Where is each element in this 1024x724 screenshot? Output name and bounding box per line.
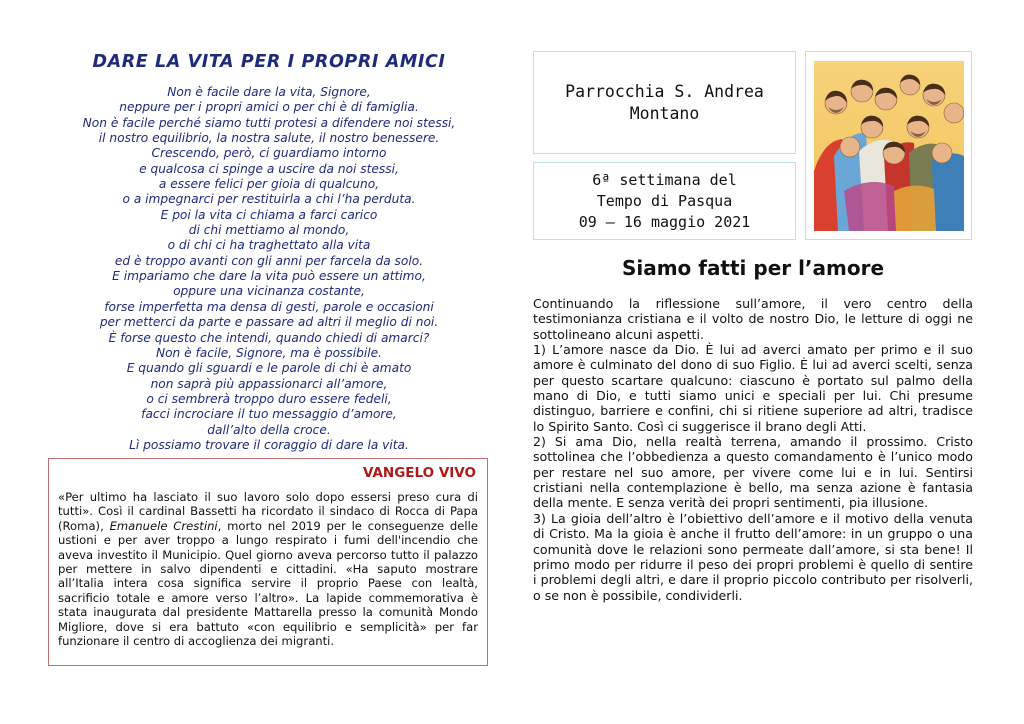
poem-line: e qualcosa ci spinge a uscire da noi stessi, [139, 161, 399, 176]
article-paragraph: Continuando la riflessione sull’amore, il vero centro della testimonianza cristiana e il volto de nostro Dio, le letture di oggi ne sottolineano alcuni aspetti. [533, 296, 973, 342]
vangelo-text [58, 490, 478, 648]
poem-line: il nostro equilibrio, la nostra salute, il nostro benessere. [98, 131, 440, 146]
poem-line: oppure una vicinanza costante, [173, 284, 365, 299]
week-dates: 09 – 16 maggio 2021 [578, 212, 751, 231]
poem-line: Lì possiamo trovare il coraggio di dare la vita. [129, 437, 409, 452]
poem-title: DARE LA VITA PER I PROPRI AMICI [92, 52, 446, 72]
parish-name-line1: Parrocchia S. Andrea [565, 81, 764, 101]
article-body [533, 296, 973, 603]
poem-line: non saprà più appassionarci all’amore, [150, 376, 388, 391]
poem-line: ed è troppo avanti con gli anni per farcela da solo. [114, 253, 424, 268]
left-column [40, 52, 498, 453]
poem-line: E quando gli sguardi e le parole di chi è amato [126, 361, 412, 376]
parish-name-line2: Montano [629, 103, 700, 123]
poem-line: facci incrociare il tuo messaggio d’amore, [141, 407, 397, 422]
poem-line: di chi mettiamo al mondo, [188, 223, 350, 238]
poem-line: neppure per i propri amici o per chi è di famiglia. [119, 100, 419, 115]
poem-line: o ci sembrerà troppo duro essere fedeli, [146, 391, 392, 406]
article-paragraph: 2) Si ama Dio, nella realtà terrena, amando il prossimo. Cristo sottolinea che l’obbedienza a questo comandamento è l’unico modo per restare nel suo amore, per vivere come lui e in lui. Sentirsi cristiani nella contemplazione è bello, ma senza azione è fantasia della mente. E senza verità dei propri sentimenti, pia illusione. [533, 434, 973, 511]
poem-line: o di chi ci ha traghettato alla vita [167, 238, 371, 253]
week-line2: Tempo di Pasqua [596, 191, 733, 210]
poem [40, 85, 498, 453]
poem-line: E poi la vita ci chiama a farci carico [160, 207, 378, 222]
vangelo-vivo-box [48, 458, 488, 666]
poem-line: dall’alto della croce. [207, 422, 331, 437]
poem-line: a essere felici per gioia di qualcuno, [158, 177, 380, 192]
article-paragraph: 3) La gioia dell’altro è l’obiettivo dell’amore e il motivo della venuta di Cristo. Ma la gioia è anche il frutto dell’amore: in un gruppo o una comunità dove le relazioni sono permeate dall’amore, si sta bene! Il primo modo per ridurre il peso dei propri problemi è quello di sentire i problemi degli altri, e dare il proprio piccolo contributo per risolverli, o se non è possibile, condividerli. [533, 510, 973, 603]
vangelo-text-part1: «Per ultimo ha lasciato il suo lavoro solo dopo essersi preso cura di tutti». Così il cardinal Bassetti ha ricordato il sindaco di Rocca di Papa (Roma), [58, 490, 478, 533]
vangelo-person-name: Emanuele Crestini [109, 518, 218, 533]
week-box [533, 162, 796, 240]
poem-line: forse imperfetta ma densa di gesti, parole e occasioni [104, 299, 434, 314]
week-line1: 6ª settimana del [592, 170, 737, 189]
poem-line: Non è facile dare la vita, Signore, [167, 85, 371, 99]
vangelo-text-part2: , morto nel 2019 per le conseguenze delle ustioni e per aver troppo a lungo respirato i fumi dell'incendio che aveva investito il Municipio. Quel giorno aveva percorso tutto il palazzo per mettere in salvo dipendenti e cittadini. «Ha saputo mostrare all’Italia intera cosa significa servire il proprio Paese con lealtà, sacrificio totale e amore verso l’altro». La lapide commemorativa è stata inaugurata dal presidente Mattarella presso la comunità Mondo Migliore, dove si era battuto «con equilibrio e semplicità» per far funzionare il centro di accoglienza dei migranti. [58, 518, 478, 649]
apostles-illustration-icon [814, 61, 964, 231]
article-headline: Siamo fatti per l’amore [621, 256, 885, 280]
parish-box [533, 51, 796, 154]
image-box [805, 51, 972, 240]
poem-line: Non è facile, Signore, ma è possibile. [155, 345, 383, 360]
poem-line: Non è facile perché siamo tutti protesi a difendere noi stessi, [82, 115, 456, 130]
poem-line: E impariamo che dare la vita può essere un attimo, [112, 269, 426, 284]
poem-line: o a impegnarci per restituirla a chi l’ha perduta. [122, 192, 416, 207]
poem-line: per metterci da parte e passare ad altri il meglio di noi. [99, 315, 439, 330]
article-paragraph: 1) L’amore nasce da Dio. È lui ad averci amato per primo e il suo amore è culminato del dono di suo Figlio. È lui ad averci scelti, senza per questo scartare qualcuno: ciascuno è portato sul palmo della mano di Dio, e tutti siamo unici e speciali per lui. Chi presume distinguo, barriere e confini, chi si ritiene superiore ad altri, tradisce lo Spirito Santo. Così ci suggerisce il brano degli Atti. [533, 342, 973, 434]
poem-line: Crescendo, però, ci guardiamo intorno [151, 146, 387, 161]
vangelo-title: VANGELO VIVO [362, 465, 476, 481]
poem-line: È forse questo che intendi, quando chiedi di amarci? [108, 330, 430, 345]
